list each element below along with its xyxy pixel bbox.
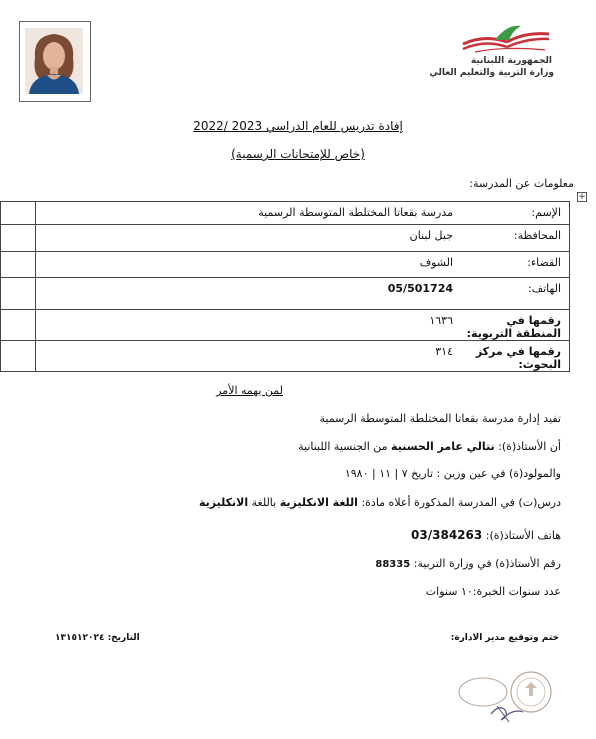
table-row	[1, 252, 570, 278]
ministry-number-line	[375, 557, 561, 570]
empty-cell	[1, 310, 36, 341]
table-row	[1, 310, 570, 341]
teacher-photo	[25, 28, 83, 94]
empty-cell	[1, 225, 36, 252]
teacher-name: نتالي عامر الحسنية	[391, 440, 495, 453]
subject-prefix: درس(ت) في المدرسة المذكورة أعلاه مادة:	[361, 496, 561, 509]
teacher-photo-frame	[19, 21, 91, 102]
language-prefix: باللغة	[251, 496, 277, 509]
governorate-value: جبل لبنان	[36, 225, 460, 252]
letter-line-3: والمولود(ة) في عين وزين : تاريخ ٧ | ١١ | ١٩٨٠	[344, 467, 561, 480]
principal-signature-label: ختم وتوقيع مدير الادارة:	[450, 633, 559, 643]
experience-line: عدد سنوات الخبرة:١٠ سنوات	[425, 585, 561, 598]
empty-cell	[1, 252, 36, 278]
empty-cell	[1, 202, 36, 225]
teacher-phone-line	[411, 528, 561, 542]
empty-cell	[1, 278, 36, 310]
document-date: التاريخ: ١٣١٥١٢٠٢٤	[55, 633, 140, 643]
subject-value: اللغة الانكليزية	[279, 496, 358, 509]
teacher-phone-label: هاتف الأستاذ(ة):	[485, 529, 561, 542]
school-info-heading: معلومات عن المدرسة:	[469, 177, 574, 190]
document-title: إفادة تدريس للعام الدراسي 2023 /2022	[193, 119, 403, 133]
governorate-label: المحافظة:	[459, 225, 570, 252]
letter-line-1: تفيد إدارة مدرسة بقعاتا المختلطة المتوسطة الرسمية	[319, 412, 561, 425]
document-subtitle: (خاص للإمتحانات الرسمية)	[231, 147, 365, 161]
official-stamp	[453, 664, 563, 726]
district-label: القضاء:	[459, 252, 570, 278]
research-center-number-value: ٣١٤	[36, 341, 460, 372]
empty-cell	[1, 341, 36, 372]
school-phone-value: 05/501724	[36, 278, 460, 310]
table-row	[1, 278, 570, 310]
table-row	[1, 341, 570, 372]
district-value: الشوف	[36, 252, 460, 278]
table-row	[1, 202, 570, 225]
ministry-number-value: 88335	[375, 559, 411, 570]
letter-line-4	[199, 496, 561, 509]
ministry-number-label: رقم الأستاذ(ة) في وزارة التربية:	[413, 557, 561, 570]
regional-number-label: رقمها في المنطقة التربوية:	[459, 310, 570, 341]
to-whom-heading: لمن يهمه الأمر	[216, 384, 283, 397]
school-info-table	[0, 201, 570, 372]
name-label: الإسم:	[459, 202, 570, 225]
regional-number-value: ١٦٣٦	[36, 310, 460, 341]
phone-label: الهاتف:	[459, 278, 570, 310]
table-row	[1, 225, 570, 252]
research-center-number-label: رقمها في مركز البحوث:	[459, 341, 570, 372]
nationality-text: من الجنسية اللبنانية	[298, 440, 388, 453]
teacher-phone-value: 03/384263	[411, 528, 483, 542]
school-name-value: مدرسة بقعاتا المختلطة المتوسطة الرسمية	[36, 202, 460, 225]
logo-republic-text: الجمهورية اللبنانية	[470, 56, 552, 66]
table-move-handle-icon[interactable]: +	[578, 192, 586, 202]
letter-line-2	[298, 440, 561, 453]
logo-ministry-text: وزارة التربية والتعليم العالي	[429, 68, 554, 78]
language-value: الانكليزية	[198, 496, 249, 509]
teacher-prefix: أن الأستاذ(ة):	[498, 440, 561, 453]
